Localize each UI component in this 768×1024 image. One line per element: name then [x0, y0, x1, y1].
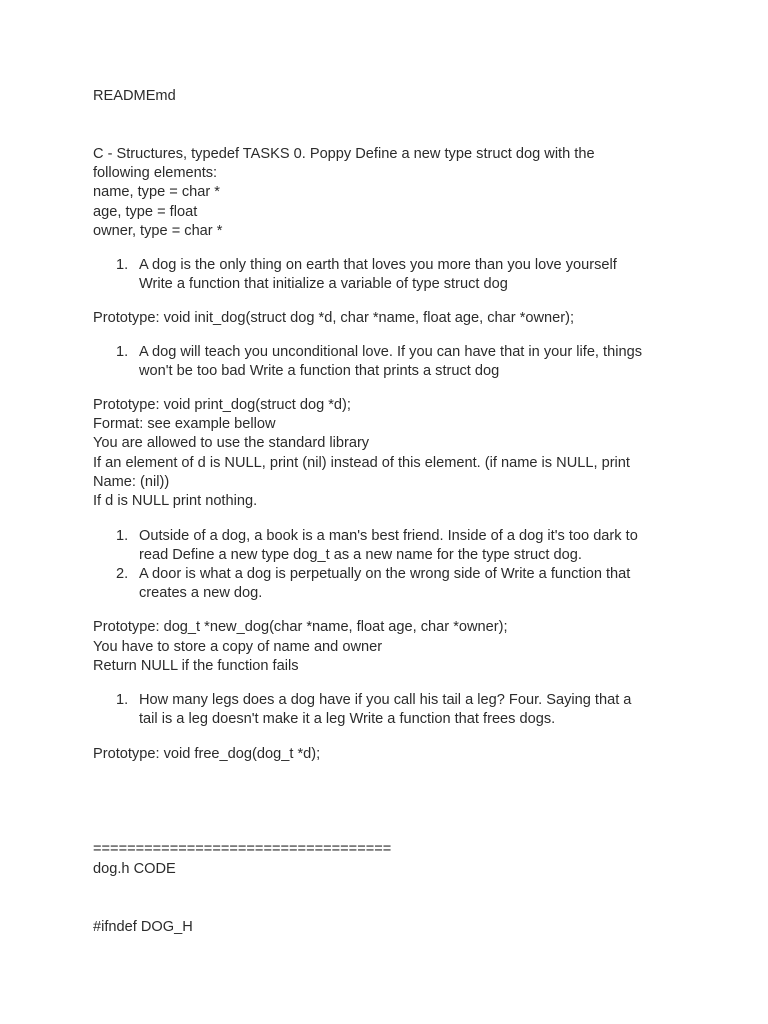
list-item-line: A dog is the only thing on earth that loves you more than you love yourself — [139, 257, 617, 273]
separator-line: =================================== — [93, 841, 392, 857]
paragraph-line: You are allowed to use the standard library — [93, 435, 370, 451]
list-item-line: tail is a leg doesn't make it a leg Write a function that frees dogs. — [139, 711, 556, 727]
paragraph-line: If d is NULL print nothing. — [93, 493, 258, 509]
intro-line: following elements: — [93, 165, 218, 181]
paragraph-line: Format: see example bellow — [93, 416, 276, 432]
intro-line: age, type = float — [93, 204, 198, 220]
code-line: #ifndef DOG_H — [93, 919, 193, 935]
code-heading: dog.h CODE — [93, 861, 176, 877]
intro-line: name, type = char * — [93, 184, 220, 200]
list-number: 1. — [116, 528, 129, 544]
prototype-line: Prototype: dog_t *new_dog(char *name, float age, char *owner); — [93, 619, 508, 635]
document-title: READMEmd — [93, 88, 176, 104]
intro-line: C - Structures, typedef TASKS 0. Poppy Define a new type struct dog with the — [93, 146, 595, 162]
list-number: 1. — [116, 257, 129, 273]
list-item-line: Write a function that initialize a variable of type struct dog — [139, 276, 508, 292]
list-number: 1. — [116, 344, 129, 360]
list-item-line: creates a new dog. — [139, 585, 263, 601]
paragraph-line: Return NULL if the function fails — [93, 658, 299, 674]
prototype-line: Prototype: void init_dog(struct dog *d, char *name, float age, char *owner); — [93, 310, 575, 326]
list-item-line: A door is what a dog is perpetually on the wrong side of Write a function that — [139, 566, 631, 582]
prototype-line: Prototype: void print_dog(struct dog *d); — [93, 397, 351, 413]
list-item-line: A dog will teach you unconditional love. If you can have that in your life, things — [139, 344, 642, 360]
list-item-line: won't be too bad Write a function that prints a struct dog — [139, 363, 500, 379]
paragraph-line: You have to store a copy of name and owner — [93, 639, 383, 655]
paragraph-line: If an element of d is NULL, print (nil) instead of this element. (if name is NULL, print — [93, 455, 630, 471]
paragraph-line: Name: (nil)) — [93, 474, 170, 490]
intro-line: owner, type = char * — [93, 223, 223, 239]
list-item-line: How many legs does a dog have if you call his tail a leg? Four. Saying that a — [139, 692, 632, 708]
prototype-line: Prototype: void free_dog(dog_t *d); — [93, 746, 321, 762]
list-item-line: read Define a new type dog_t as a new name for the type struct dog. — [139, 547, 582, 563]
list-item-line: Outside of a dog, a book is a man's best friend. Inside of a dog it's too dark to — [139, 528, 638, 544]
list-number: 1. — [116, 692, 129, 708]
list-number: 2. — [116, 566, 129, 582]
